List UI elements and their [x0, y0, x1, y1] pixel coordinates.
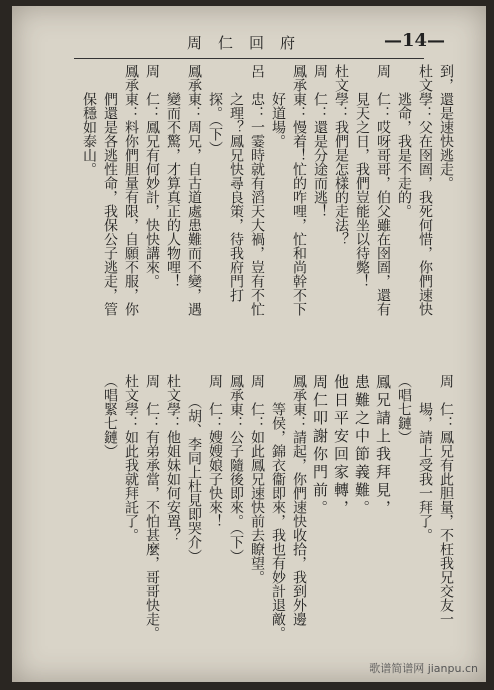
page-title: 周仁回府: [187, 34, 312, 52]
script-line: 鳳兄請上我拜見，: [374, 374, 392, 518]
script-line: 他日平安回家轉，: [332, 374, 350, 518]
script-line: 杜文學：我們是怎樣的走法？: [333, 64, 349, 246]
script-text-bottom: [56, 374, 456, 644]
script-line: 周 仁：哎呀哥哥，伯父雖在囹圄，還有: [375, 64, 391, 316]
script-line: 保穩如泰山。: [81, 64, 97, 176]
script-line: 杜文學：如此我就拜託了。: [123, 374, 139, 542]
script-line: 好道場。: [270, 64, 286, 148]
header-divider: [74, 58, 424, 59]
script-line: 見天之日，我們豈能坐以待斃！: [354, 64, 370, 288]
script-line: 鳳承東：慢着！忙的咋哩，忙和尚幹不下: [291, 64, 307, 316]
script-line: 杜文學：父在囹圄，我死何惜，你們速快: [417, 64, 433, 316]
script-line: 探。（下）: [207, 64, 223, 155]
script-line: 變而不驚，才算真正的人物哩！: [165, 64, 181, 288]
script-line: 鳳承東：公子隨後即來。（下）: [228, 374, 244, 563]
script-line: 等侯，錦衣衞即來，我也有妙計退敵。: [270, 374, 286, 640]
script-line: 鳳承東：周兄，自古道處患難而不變，遇: [186, 64, 202, 316]
script-text-top: [56, 64, 456, 364]
script-line: 周 仁：還是分途而逃！: [312, 64, 328, 218]
script-line: （唱緊七鏈）: [102, 374, 118, 458]
script-line: 周 仁：鳳兄有何妙計，快快講來。: [144, 64, 160, 288]
script-line: 周 仁：如此鳳兄速快前去瞭望。: [249, 374, 265, 584]
script-line: 周 仁：嫂嫂娘子快來！: [207, 374, 223, 528]
script-line: 患難之中節義難。: [353, 374, 371, 518]
script-line: 到，還是速快逃走。: [438, 64, 454, 190]
script-line: 之理？鳳兄快尋良策，待我府門打: [228, 64, 244, 302]
script-line: 周 仁：鳳兄有此胆量，不枉我兄交友一: [438, 374, 454, 626]
book-page: [12, 6, 486, 682]
script-line: 周 仁：有弟承當，不怕甚麼，哥哥快走。: [144, 374, 160, 640]
script-line: （胡、李同上杜見即哭介）: [186, 374, 202, 563]
script-line: 鳳承東：請起，你們速快收拾，我到外邊: [291, 374, 307, 626]
script-line: 鳳承東：料你們胆量有限，自願不服，你: [123, 64, 139, 316]
script-line: （唱七鏈）: [396, 374, 412, 444]
page-number: —14—: [384, 30, 446, 51]
watermark: 歌谱简谱网 jianpu.cn: [369, 662, 478, 675]
script-line: 們還是各逃性命，我保公子逃走，管: [102, 64, 118, 316]
script-line: 呂 忠：一霎時就有滔天大禍，豈有不忙: [249, 64, 265, 316]
script-line: 周仁叩謝你門前。: [311, 374, 329, 518]
script-line: 場，請上受我一拜了。: [417, 374, 433, 542]
script-line: 杜文學：他姐妹如何安置？: [165, 374, 181, 542]
script-line: 逃命，我是不走的。: [396, 64, 412, 218]
